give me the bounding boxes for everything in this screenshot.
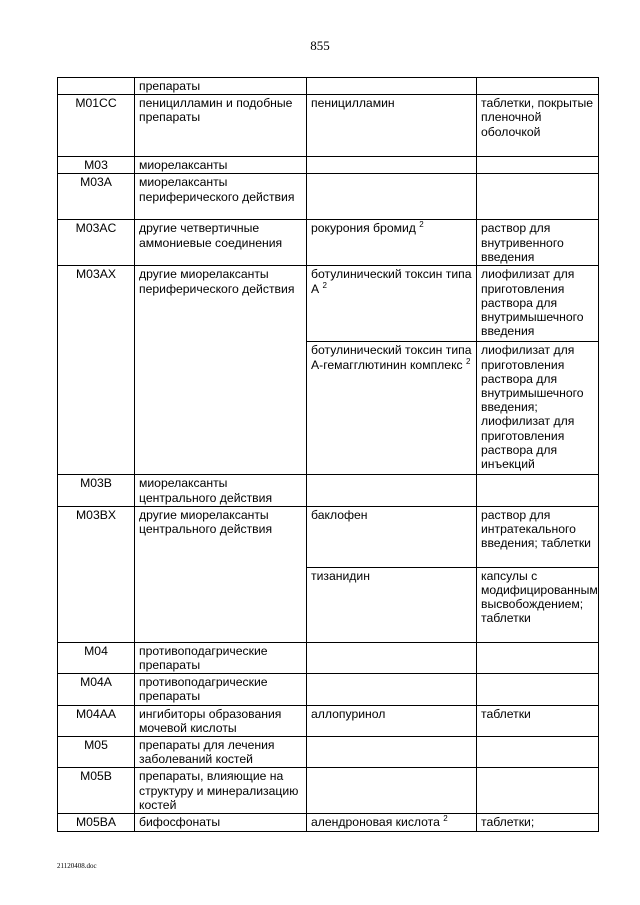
table-row — [58, 475, 599, 506]
dosage-form — [477, 642, 599, 673]
drug-name — [307, 768, 477, 814]
atc-code: M05B — [58, 768, 135, 814]
dosage-form: таблетки; — [477, 814, 599, 831]
dosage-form — [477, 174, 599, 220]
dosage-form: лиофилизат для приготовления раствора для внутримышечного введения; лиофилизат для приготовления раствора для инъекций — [477, 342, 599, 475]
drug-name — [307, 475, 477, 506]
atc-code: M03 — [58, 157, 135, 174]
dosage-form: раствор для внутривенного введения — [477, 220, 599, 266]
dosage-form: капсулы с модифицированным высвобождением; таблетки — [477, 567, 599, 642]
table-row — [58, 78, 599, 95]
drug-name — [307, 174, 477, 220]
table-row — [58, 814, 599, 831]
table-row — [58, 220, 599, 266]
group-name: другие миорелаксанты центрального действия — [135, 506, 307, 642]
table-row — [58, 705, 599, 736]
atc-code: M03A — [58, 174, 135, 220]
group-name: миорелаксанты — [135, 157, 307, 174]
dosage-form — [477, 737, 599, 768]
drug-name — [307, 737, 477, 768]
dosage-form — [477, 157, 599, 174]
document-filename: 21120408.doc — [57, 862, 97, 870]
drug-name — [307, 642, 477, 673]
table-row — [58, 674, 599, 705]
drug-name — [307, 157, 477, 174]
atc-code — [58, 78, 135, 95]
atc-code: M01CC — [58, 95, 135, 157]
group-name: противоподагрические препараты — [135, 674, 307, 705]
atc-code: M04AA — [58, 705, 135, 736]
footnote-mark: 2 — [443, 814, 448, 824]
drug-name: баклофен — [307, 506, 477, 567]
group-name: миорелаксанты периферического действия — [135, 174, 307, 220]
drug-table — [57, 77, 599, 832]
table-row — [58, 174, 599, 220]
dosage-form — [477, 674, 599, 705]
group-name: противоподагрические препараты — [135, 642, 307, 673]
atc-code: M03BX — [58, 506, 135, 642]
table-row — [58, 266, 599, 342]
atc-code: M05 — [58, 737, 135, 768]
drug-name: пеницилламин — [307, 95, 477, 157]
drug-name: тизанидин — [307, 567, 477, 642]
table-row — [58, 506, 599, 567]
atc-code: M05BA — [58, 814, 135, 831]
drug-name: алендроновая кислота $^2$ — [307, 814, 477, 831]
drug-name: ботулинический токсин типа А-гемагглютинин комплекс $^2$ — [307, 342, 477, 475]
atc-code: M04 — [58, 642, 135, 673]
drug-name: аллопуринол — [307, 705, 477, 736]
dosage-form: таблетки, покрытые пленочной оболочкой — [477, 95, 599, 157]
group-name: препараты для лечения заболеваний костей — [135, 737, 307, 768]
group-name: бифосфонаты — [135, 814, 307, 831]
table-row — [58, 95, 599, 157]
atc-code: M04A — [58, 674, 135, 705]
dosage-form — [477, 78, 599, 95]
group-name: миорелаксанты центрального действия — [135, 475, 307, 506]
table-row — [58, 157, 599, 174]
dosage-form — [477, 768, 599, 814]
atc-code: M03AX — [58, 266, 135, 475]
group-name: препараты, влияющие на структуру и минерализацию костей — [135, 768, 307, 814]
drug-name — [307, 674, 477, 705]
drug-name: ботулинический токсин типа А $^2$ — [307, 266, 477, 342]
atc-code: M03B — [58, 475, 135, 506]
page-number: 855 — [310, 38, 330, 53]
dosage-form — [477, 475, 599, 506]
group-name: препараты — [135, 78, 307, 95]
group-name: другие четвертичные аммониевые соединения — [135, 220, 307, 266]
dosage-form: таблетки — [477, 705, 599, 736]
table-row — [58, 737, 599, 768]
footnote-mark: 2 — [322, 280, 327, 290]
group-name: ингибиторы образования мочевой кислоты — [135, 705, 307, 736]
table-row — [58, 642, 599, 673]
dosage-form: раствор для интратекального введения; таблетки — [477, 506, 599, 567]
footnote-mark: 2 — [466, 356, 471, 366]
atc-code: M03AC — [58, 220, 135, 266]
table-row — [58, 768, 599, 814]
drug-name: рокурония бромид $^2$ — [307, 220, 477, 266]
dosage-form: лиофилизат для приготовления раствора для внутримышечного введения — [477, 266, 599, 342]
group-name: пеницилламин и подобные препараты — [135, 95, 307, 157]
drug-name — [307, 78, 477, 95]
group-name: другие миорелаксанты периферического действия — [135, 266, 307, 475]
footnote-mark: 2 — [419, 220, 424, 230]
